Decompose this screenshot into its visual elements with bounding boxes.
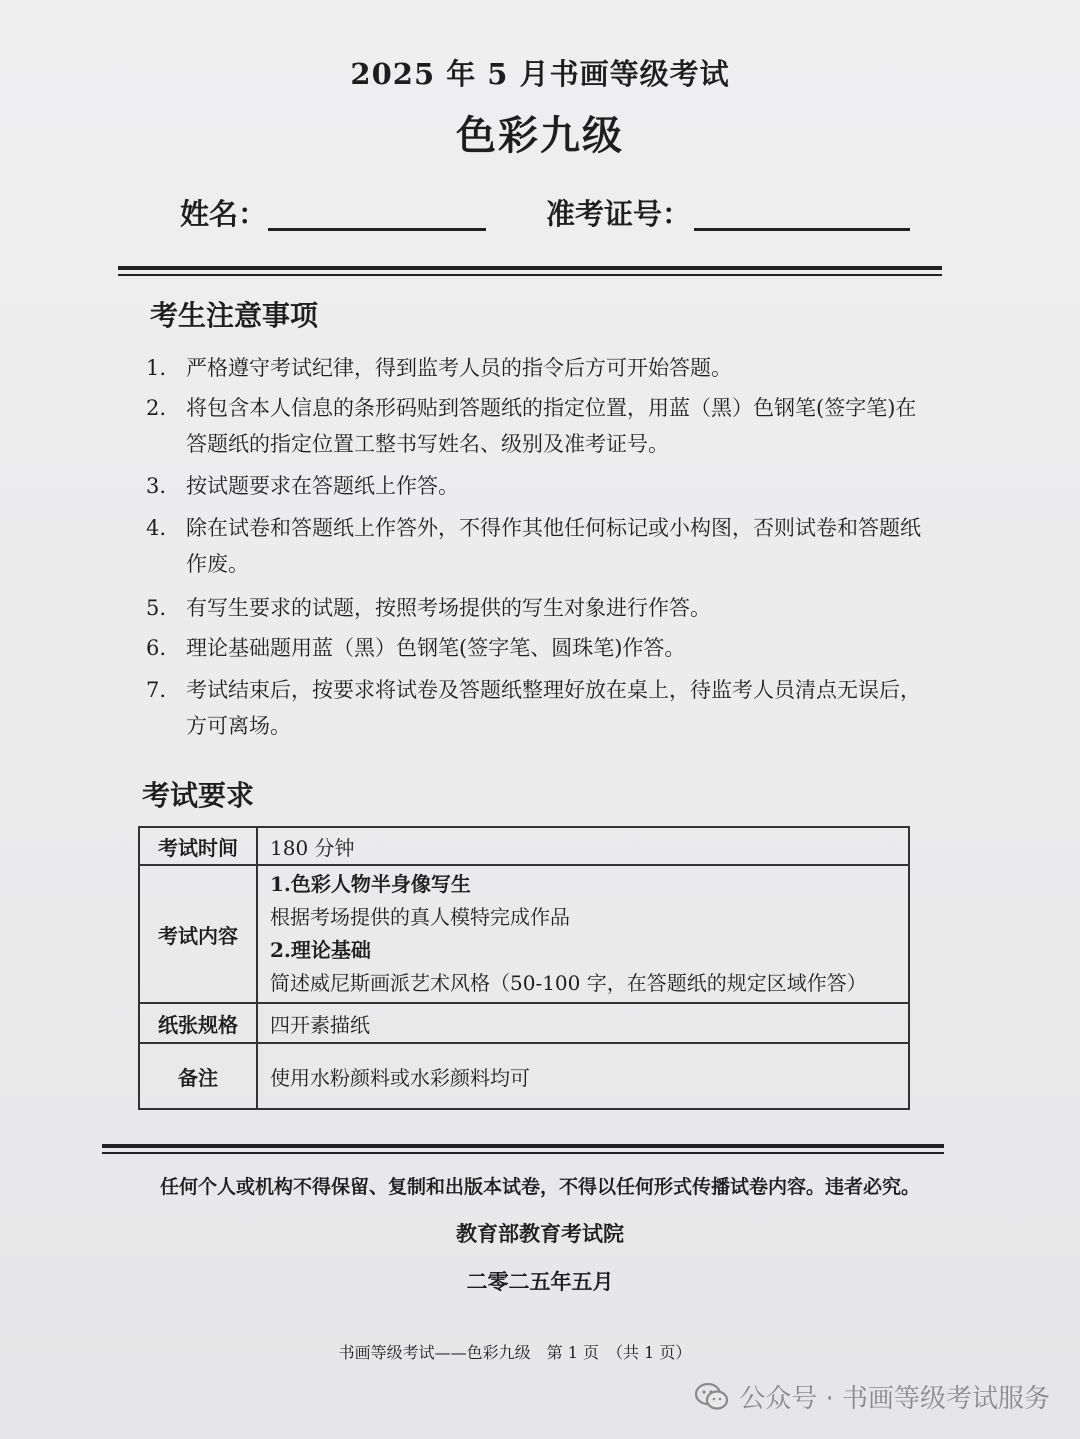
notice-number: 6.	[146, 636, 167, 660]
wechat-icon	[695, 1383, 729, 1411]
table-row	[139, 1003, 909, 1043]
notice-text: 除在试卷和答题纸上作答外，不得作其他任何标记或小构图，否则试卷和答题纸作废。	[186, 516, 921, 576]
issue-date: 二零二五年五月	[466, 1269, 614, 1294]
name-blank[interactable]	[268, 228, 486, 231]
page-info: 书画等级考试——色彩九级 第 1 页 （共 1 页）	[338, 1343, 692, 1362]
table-row	[139, 865, 909, 1003]
table-row	[139, 1043, 909, 1109]
copyright-notice: 任何个人或机构不得保留、复制和出版本试卷，不得以任何形式传播试卷内容。违者必究。	[159, 1176, 920, 1198]
time-label: 考试时间	[139, 827, 257, 865]
id-blank[interactable]	[694, 228, 910, 231]
notice-text: 将包含本人信息的条形码贴到答题纸的指定位置，用蓝（黑）色钢笔(签字笔)在答题纸的指定位置工整书写姓名、级别及准考证号。	[186, 396, 917, 456]
table-row	[139, 827, 909, 865]
requirements-title: 考试要求	[142, 779, 255, 812]
note-value: 使用水粉颜料或水彩颜料均可	[257, 1043, 909, 1109]
content-task-2: 2.理论基础	[270, 938, 371, 962]
content-cell	[257, 865, 909, 1003]
notice-text: 按试题要求在答题纸上作答。	[186, 474, 459, 498]
notice-text: 严格遵守考试纪律，得到监考人员的指令后方可开始答题。	[186, 356, 732, 380]
notice-number: 5.	[146, 596, 167, 620]
footer-divider	[102, 1144, 944, 1154]
notice-item	[146, 350, 926, 386]
paper-label: 纸张规格	[139, 1003, 257, 1043]
id-label: 准考证号：	[546, 197, 692, 231]
notice-number: 3.	[146, 474, 167, 498]
content-task-2-desc: 简述威尼斯画派艺术风格（50-100 字，在答题纸的规定区域作答）	[270, 971, 867, 995]
notice-item	[146, 590, 926, 626]
paper-value: 四开素描纸	[257, 1003, 909, 1043]
notice-item	[146, 468, 926, 504]
watermark-text: 公众号 · 书画等级考试服务	[739, 1384, 1050, 1414]
notices-title: 考生注意事项	[150, 299, 319, 332]
time-value: 180 分钟	[257, 827, 909, 865]
notice-number: 7.	[146, 678, 167, 702]
watermark	[695, 1378, 1050, 1415]
requirements-table	[138, 826, 910, 1110]
note-label: 备注	[139, 1043, 257, 1109]
notice-text: 考试结束后，按要求将试卷及答题纸整理好放在桌上，待监考人员清点无误后，方可离场。	[186, 678, 921, 738]
subject-title: 色彩九级	[456, 112, 624, 159]
notice-item	[146, 672, 926, 744]
notice-item	[146, 390, 926, 462]
content-task-1-desc: 根据考场提供的真人模特完成作品	[270, 905, 570, 929]
notice-item	[146, 510, 926, 582]
header-divider	[118, 266, 942, 276]
notice-number: 4.	[146, 516, 167, 540]
notice-number: 2.	[146, 396, 167, 420]
notice-item	[146, 630, 926, 666]
content-label: 考试内容	[139, 865, 257, 1003]
name-label: 姓名：	[180, 197, 268, 231]
issuer: 教育部教育考试院	[456, 1221, 624, 1246]
exam-title: 2025 年 5 月书画等级考试	[350, 57, 730, 91]
content-task-1: 1.色彩人物半身像写生	[270, 872, 471, 896]
notice-text: 有写生要求的试题，按照考场提供的写生对象进行作答。	[186, 596, 711, 620]
notice-text: 理论基础题用蓝（黑）色钢笔(签字笔、圆珠笔)作答。	[186, 636, 686, 660]
notice-number: 1.	[146, 356, 167, 380]
